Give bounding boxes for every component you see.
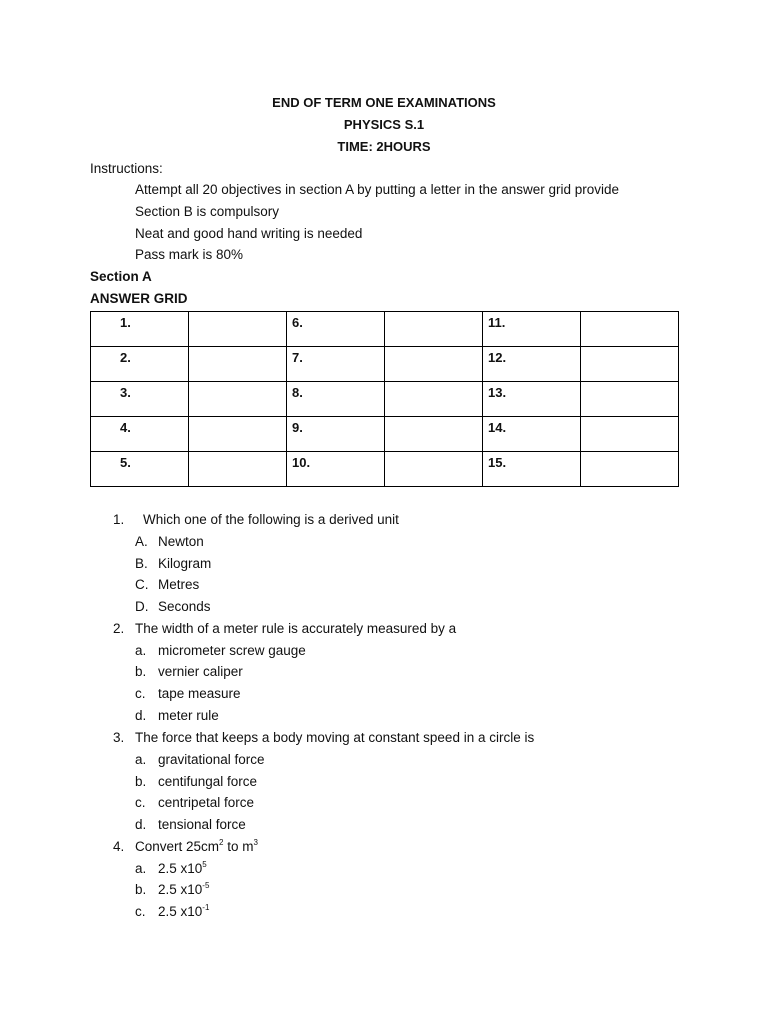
question-number: 3.	[113, 730, 125, 745]
option-letter: a.	[135, 643, 147, 658]
grid-answer-cell[interactable]	[581, 347, 679, 382]
option-text: tensional force	[158, 817, 246, 832]
grid-row	[91, 382, 679, 417]
option-letter: b.	[135, 774, 147, 789]
answer-grid	[90, 311, 679, 487]
option-text: gravitational force	[158, 752, 265, 767]
grid-answer-cell[interactable]	[581, 417, 679, 452]
grid-number-cell: 10.	[287, 452, 385, 487]
option-text: vernier caliper	[158, 664, 243, 679]
instruction-item: Neat and good hand writing is needed	[135, 226, 363, 241]
instruction-item: Attempt all 20 objectives in section A by putting a letter in the answer grid provide	[135, 182, 620, 197]
option-text: 2.5 $x10^{-1}$	[158, 903, 210, 919]
option-letter: b.	[135, 882, 147, 897]
grid-number-cell: 2.	[91, 347, 189, 382]
question-number: 1.	[113, 512, 125, 527]
instructions-heading: Instructions:	[90, 161, 163, 176]
question-text: The force that keeps a body moving at constant speed in a circle is	[135, 730, 535, 745]
option-text: 2.5 $x10^{-5}$	[158, 881, 210, 897]
option-letter: c.	[135, 904, 146, 919]
grid-answer-cell[interactable]	[189, 347, 287, 382]
option-letter: D.	[135, 599, 149, 614]
grid-number-cell: 11.	[483, 312, 581, 347]
grid-number-cell: 12.	[483, 347, 581, 382]
question-number: 2.	[113, 621, 125, 636]
grid-answer-cell[interactable]	[581, 382, 679, 417]
grid-row	[91, 312, 679, 347]
time-title: TIME: 2HOURS	[337, 139, 431, 154]
grid-row	[91, 347, 679, 382]
option-text: centifungal force	[158, 774, 258, 789]
option-text: Kilogram	[158, 556, 212, 571]
grid-answer-cell[interactable]	[189, 452, 287, 487]
option-letter: A.	[135, 534, 148, 549]
grid-answer-cell[interactable]	[581, 452, 679, 487]
option-letter: C.	[135, 577, 149, 592]
option-letter: B.	[135, 556, 148, 571]
instruction-item: Pass mark is 80%	[135, 247, 244, 262]
answer-grid-heading: ANSWER GRID	[90, 291, 188, 306]
option-text: tape measure	[158, 686, 241, 701]
grid-answer-cell[interactable]	[189, 382, 287, 417]
option-letter: d.	[135, 817, 147, 832]
grid-answer-cell[interactable]	[385, 347, 483, 382]
grid-number-cell: 13.	[483, 382, 581, 417]
grid-number-cell: 7.	[287, 347, 385, 382]
option-text: Seconds	[158, 599, 211, 614]
grid-number-cell: 4.	[91, 417, 189, 452]
question-text: The width of a meter rule is accurately measured by a	[135, 621, 457, 636]
grid-number-cell: 8.	[287, 382, 385, 417]
option-letter: c.	[135, 686, 146, 701]
grid-answer-cell[interactable]	[385, 417, 483, 452]
grid-number-cell: 14.	[483, 417, 581, 452]
grid-number-cell: 3.	[91, 382, 189, 417]
instruction-item: Section B is compulsory	[135, 204, 280, 219]
option-text: 2.5 $x10^5$	[158, 860, 207, 876]
grid-row	[91, 452, 679, 487]
option-letter: c.	[135, 795, 146, 810]
question-number: 4.	[113, 839, 125, 854]
grid-answer-cell[interactable]	[385, 382, 483, 417]
grid-answer-cell[interactable]	[189, 312, 287, 347]
option-letter: a.	[135, 752, 147, 767]
exam-title: END OF TERM ONE EXAMINATIONS	[272, 95, 496, 110]
grid-number-cell: 5.	[91, 452, 189, 487]
grid-answer-cell[interactable]	[581, 312, 679, 347]
option-text: meter rule	[158, 708, 219, 723]
grid-answer-cell[interactable]	[385, 312, 483, 347]
grid-number-cell: 9.	[287, 417, 385, 452]
grid-answer-cell[interactable]	[189, 417, 287, 452]
option-text: micrometer screw gauge	[158, 643, 306, 658]
option-letter: d.	[135, 708, 147, 723]
grid-number-cell: 15.	[483, 452, 581, 487]
question-text: Which one of the following is a derived unit	[143, 512, 399, 527]
option-letter: a.	[135, 861, 147, 876]
option-text: Newton	[158, 534, 204, 549]
grid-number-cell: 6.	[287, 312, 385, 347]
grid-row	[91, 417, 679, 452]
option-text: centripetal force	[158, 795, 255, 810]
grid-number-cell: 1.	[91, 312, 189, 347]
section-a-heading: Section A	[90, 269, 152, 284]
option-letter: b.	[135, 664, 147, 679]
subject-title: PHYSICS S.1	[343, 117, 425, 132]
grid-answer-cell[interactable]	[385, 452, 483, 487]
question-text: Convert $25cm^2$ to $m^3$	[135, 838, 258, 854]
option-text: Metres	[158, 577, 200, 592]
